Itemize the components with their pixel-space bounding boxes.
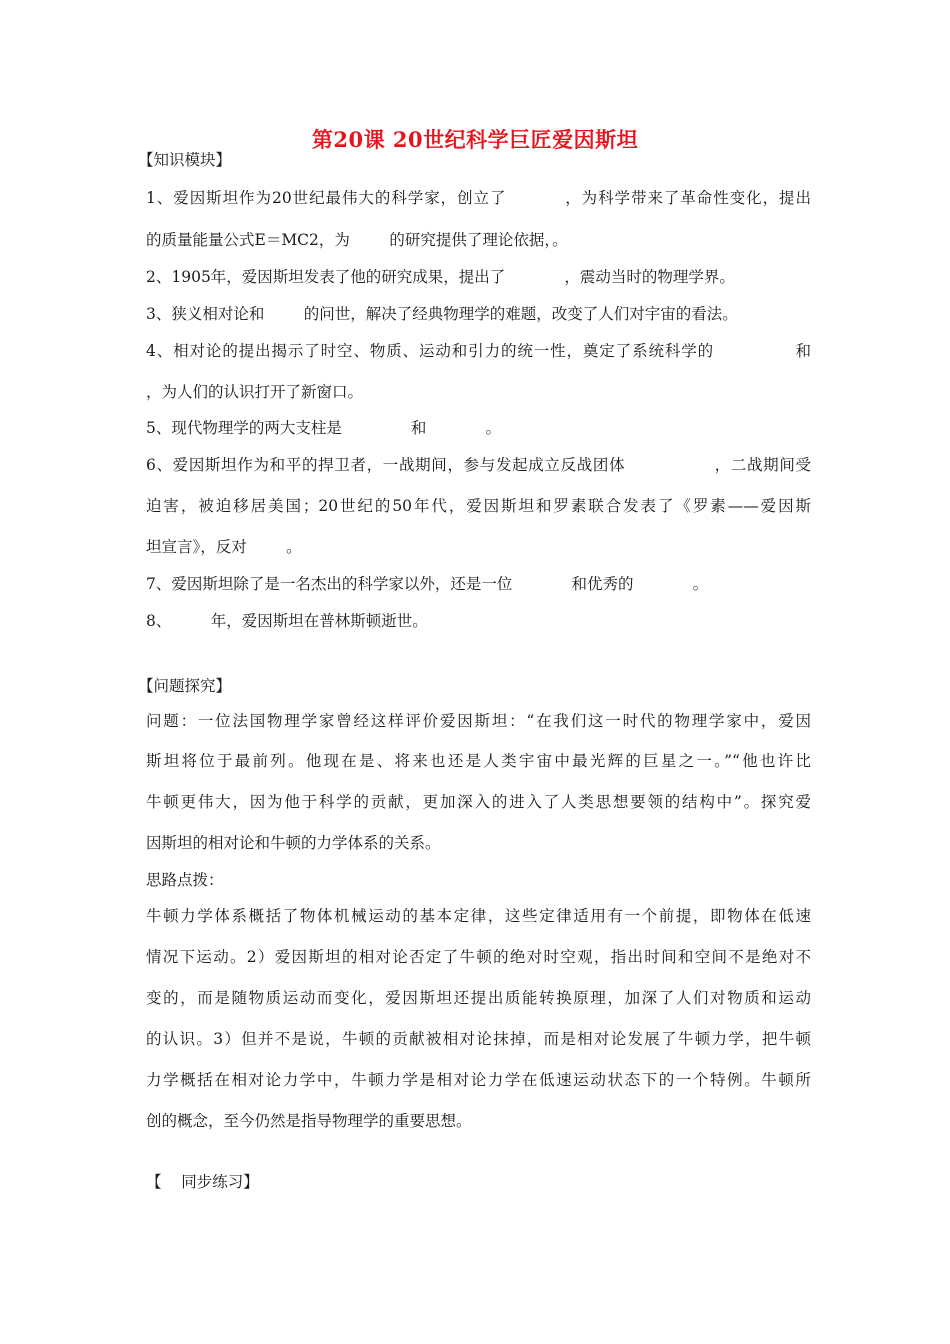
hint-line-5: 力学概括在相对论力学中，牛顿力学是相对论力学在低速运动状态下的一个特例。牛顿所	[146, 1071, 811, 1089]
knowledge-line-7: 5、现代物理学的两大支柱是 和 。	[146, 419, 501, 437]
knowledge-line-5: 4、相对论的提出揭示了时空、物质、运动和引力的统一性，奠定了系统科学的 和	[146, 342, 811, 360]
knowledge-line-9: 迫害，被迫移居美国；20世纪的50年代，爱因斯坦和罗素联合发表了《罗素——爱因斯	[146, 497, 811, 515]
knowledge-line-10: 坦宣言》，反对 。	[146, 538, 302, 556]
knowledge-line-2: 的质量能量公式E＝MC2，为 的研究提供了理论依据，。	[146, 231, 568, 249]
practice-heading: 【 同步练习】	[146, 1173, 259, 1191]
page-title: 第20课 20世纪科学巨匠爱因斯坦	[311, 127, 639, 152]
knowledge-line-6: ，为人们的认识打开了新窗口。	[146, 383, 364, 401]
question-line-1: 问题：一位法国物理学家曾经这样评价爱因斯坦：“在我们这一时代的物理学家中，爱因	[146, 712, 811, 730]
knowledge-line-12: 8、 年，爱因斯坦在普林斯顿逝世。	[146, 612, 428, 630]
question-line-3: 牛顿更伟大，因为他于科学的贡献，更加深入的进入了人类思想要领的结构中”。探究爱	[146, 793, 811, 811]
question-line-2: 斯坦将位于最前列。他现在是、将来也还是人类宇宙中最光辉的巨星之一。”“他也许比	[146, 752, 811, 770]
question-line-4: 因斯坦的相对论和牛顿的力学体系的关系。	[146, 834, 441, 852]
knowledge-line-4: 3、狭义相对论和 的问世，解决了经典物理学的难题，改变了人们对宇宙的看法。	[146, 305, 738, 323]
hint-line-1: 牛顿力学体系概括了物体机械运动的基本定律，这些定律适用有一个前提，即物体在低速	[146, 907, 811, 925]
knowledge-line-11: 7、爱因斯坦除了是一名杰出的科学家以外，还是一位 和优秀的 。	[146, 575, 709, 593]
hint-line-3: 变的，而是随物质运动而变化，爱因斯坦还提出质能转换原理，加深了人们对物质和运动	[146, 989, 811, 1007]
hint-line-6: 创的概念，至今仍然是指导物理学的重要思想。	[146, 1112, 472, 1130]
inquiry-heading: 【问题探究】	[138, 677, 232, 695]
hint-line-2: 情况下运动。2）爱因斯坦的相对论否定了牛顿的绝对时空观，指出时间和空间不是绝对不	[146, 948, 811, 966]
knowledge-line-1: 1、爱因斯坦作为20世纪最伟大的科学家，创立了 ，为科学带来了革命性变化，提出	[146, 189, 811, 207]
knowledge-heading: 【知识模块】	[138, 151, 232, 169]
knowledge-line-3: 2、1905年，爱因斯坦发表了他的研究成果，提出了 ，震动当时的物理学界。	[146, 268, 735, 286]
knowledge-line-8: 6、爱因斯坦作为和平的捍卫者，一战期间，参与发起成立反战团体 ，二战期间受	[146, 456, 811, 474]
hint-line-4: 的认识。3）但并不是说，牛顿的贡献被相对论抹掉，而是相对论发展了牛顿力学，把牛顿	[146, 1030, 811, 1048]
hint-label: 思路点拨：	[146, 871, 224, 889]
